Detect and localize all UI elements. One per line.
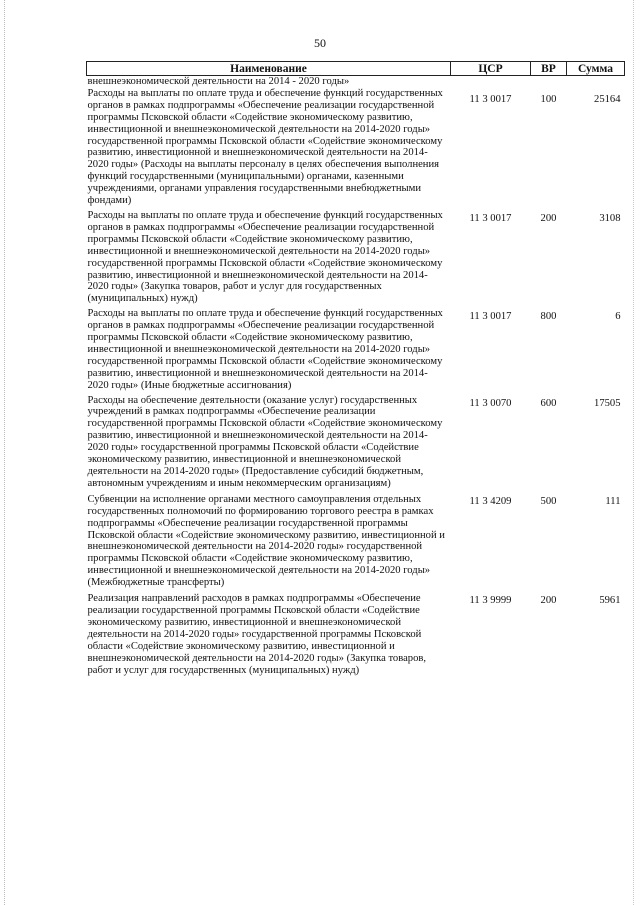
row-sum: 3108 xyxy=(599,212,621,224)
row-csr: 11 3 0017 xyxy=(469,93,512,105)
row-sum: 111 xyxy=(605,495,621,507)
row-name: Расходы на обеспечение деятельности (оказание услуг) государственных учреждений в рамках подпрограммы «Обеспечение реализации государственной программы Псковской области «Содействие экономическому развитию, инвестиционной и внешнеэкономической деятельности на 2014-2020 годы» государственной программы Псковской области «Содействие экономическому развитию, инвестиционной и внешнеэкономической деятельности на 2014-2020 годы» (Предоставление субсидий бюджетным, автономным учреждениям и иным некоммерческим организациям) xyxy=(87,394,443,489)
row-vr: 500 xyxy=(540,495,557,507)
row-csr xyxy=(451,76,531,88)
row-csr: 11 3 4209 xyxy=(469,495,512,507)
scan-edge-right xyxy=(633,0,634,905)
row-csr: 11 3 0070 xyxy=(469,397,512,409)
table-row xyxy=(87,88,625,207)
row-sum: 17505 xyxy=(594,397,621,409)
row-name: Реализация направлений расходов в рамках подпрограммы «Обеспечение реализации государственной программы Псковской области «Содействие экономическому развитию, инвестиционной и внешнеэкономической деятельности на 2014-2020 годы» государственной программы Псковской области «Содействие экономическому развитию, инвестиционной и внешнеэкономической деятельности на 2014-2020 годы» (Закупка товаров, работ и услуг для государственных (муниципальных) нужд) xyxy=(87,593,427,676)
row-name: Расходы на выплаты по оплате труда и обеспечение функций государственных органов в рамках подпрограммы «Обеспечение реализации государственной программы Псковской области «Содействие экономическому развитию, инвестиционной и внешнеэкономической деятельности на 2014-2020 годы» государственной программы Псковской области «Содействие экономическому развитию, инвестиционной и внешнеэкономической деятельности на 2014-2020 годы» (Закупка товаров, работ и услуг для государственных (муниципальных) нужд) xyxy=(87,209,443,305)
row-name: Субвенции на исполнение органами местного самоуправления отдельных государственных полномочий по формированию торгового реестра в рамках подпрограммы «Обеспечение реализации государственной программы Псковской области «Содействие экономическому развитию, инвестиционной и внешнеэкономической деятельности на 2014-2020 годы» государственной программы Псковской области «Содействие экономическому развитию, инвестиционной и внешнеэкономической деятельности на 2014-2020 годы» (Межбюджетные трансферты) xyxy=(87,493,445,589)
row-csr: 11 3 0017 xyxy=(469,212,512,224)
row-vr: 100 xyxy=(540,93,557,105)
row-vr: 800 xyxy=(540,311,557,323)
table-row xyxy=(87,305,625,391)
row-vr: 600 xyxy=(540,397,557,409)
row-vr: 200 xyxy=(540,595,557,607)
table-row xyxy=(87,392,625,490)
row-name: Расходы на выплаты по оплате труда и обеспечение функций государственных органов в рамках подпрограммы «Обеспечение реализации государственной программы Псковской области «Содействие экономическому развитию, инвестиционной и внешнеэкономической деятельности на 2014-2020 годы» государственной программы Псковской области «Содействие экономическому развитию, инвестиционной и внешнеэкономической деятельности на 2014-2020 годы» (Расходы на выплаты персоналу в целях обеспечения выполнения функций государственными (муниципальными) органами, казенными учреждениями, органами управления государственными внебюджетными фондами) xyxy=(87,87,443,207)
table-row xyxy=(87,76,625,88)
row-vr: 200 xyxy=(540,212,557,224)
row-sum: 25164 xyxy=(594,93,621,105)
row-name: внешнеэкономической деятельности на 2014 - 2020 годы» xyxy=(87,76,350,87)
header-name: Наименование xyxy=(87,62,451,76)
row-sum: 5961 xyxy=(599,595,621,607)
row-csr: 11 3 0017 xyxy=(469,311,512,323)
row-sum xyxy=(567,76,625,88)
header-vr: ВР xyxy=(531,62,567,76)
row-sum: 6 xyxy=(615,311,621,323)
row-name: Расходы на выплаты по оплате труда и обеспечение функций государственных органов в рамках подпрограммы «Обеспечение реализации государственной программы Псковской области «Содействие экономическому развитию, инвестиционной и внешнеэкономической деятельности на 2014-2020 годы» государственной программы Псковской области «Содействие экономическому развитию, инвестиционной и внешнеэкономической деятельности на 2014-2020 годы» (Иные бюджетные ассигнования) xyxy=(87,308,443,391)
row-csr: 11 3 9999 xyxy=(469,595,512,607)
header-csr: ЦСР xyxy=(451,62,531,76)
header-sum: Сумма xyxy=(567,62,625,76)
table-row xyxy=(87,207,625,305)
table-body xyxy=(87,76,625,677)
table-row xyxy=(87,589,625,676)
budget-table xyxy=(86,61,625,676)
scan-edge-left xyxy=(4,0,5,905)
table-header-row xyxy=(87,62,625,76)
row-vr xyxy=(531,76,567,88)
table-row xyxy=(87,490,625,589)
page-number: 50 xyxy=(314,36,326,50)
budget-table-container xyxy=(86,61,624,676)
